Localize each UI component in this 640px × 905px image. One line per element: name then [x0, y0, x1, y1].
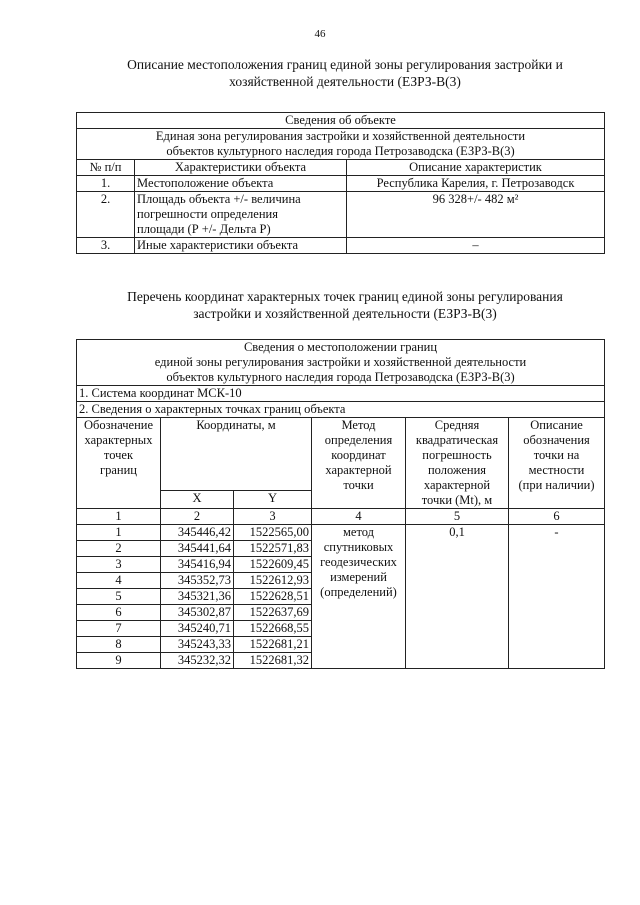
object-name-line: Единая зона регулирования застройки и хозяйственной деятельности — [155, 129, 526, 143]
column-header: Координаты, м — [161, 418, 312, 491]
characteristic-line: Площадь объекта +/- величина — [137, 192, 301, 206]
header-line: квадратическая — [415, 433, 499, 447]
row-number: 1. — [77, 176, 135, 192]
header-line: границ — [100, 463, 137, 477]
header-line: единой зоны регулирования застройки и хозяйственной деятельности — [154, 355, 527, 369]
point-y: 1522668,55 — [234, 621, 312, 637]
coordinates-table — [76, 339, 605, 669]
characteristic-value: – — [347, 238, 605, 254]
point-y: 1522681,32 — [234, 653, 312, 669]
method-cell — [312, 525, 406, 669]
heading-line: Перечень координат характерных точек границ единой зоны регулирования — [127, 289, 563, 304]
column-number: 1 — [77, 509, 161, 525]
method-line: измерений — [330, 570, 387, 584]
method-line: (определений) — [320, 585, 397, 599]
point-number: 2 — [77, 541, 161, 557]
object-name-line: объектов культурного наследия города Петрозаводска (ЕЗРЗ-В(3) — [166, 144, 515, 158]
column-number: 4 — [312, 509, 406, 525]
header-line: определения — [324, 433, 393, 447]
characteristic-value: 96 328+/- 482 м² — [347, 192, 605, 238]
column-header-x: X — [161, 491, 234, 509]
point-x: 345232,32 — [161, 653, 234, 669]
method-line: спутниковых — [323, 540, 394, 554]
point-x: 345321,36 — [161, 589, 234, 605]
header-line: объектов культурного наследия города Петрозаводска (ЕЗРЗ-В(3) — [166, 370, 515, 384]
point-y: 1522609,45 — [234, 557, 312, 573]
row-number: 3. — [77, 238, 135, 254]
header-line: местности — [528, 463, 585, 477]
table-row — [77, 176, 605, 192]
point-number: 6 — [77, 605, 161, 621]
point-number: 7 — [77, 621, 161, 637]
table-row — [77, 525, 605, 541]
method-line: метод — [342, 525, 374, 539]
heading-line: застройки и хозяйственной деятельности (ЕЗРЗ-В(3) — [193, 306, 497, 321]
column-header — [77, 418, 161, 509]
header-line: характерной — [325, 463, 392, 477]
header-line: точки — [343, 478, 374, 492]
point-x: 345302,87 — [161, 605, 234, 621]
column-number: 3 — [234, 509, 312, 525]
table-header — [77, 340, 605, 386]
header-line: Сведения о местоположении границ — [243, 340, 438, 354]
column-header — [312, 418, 406, 509]
header-line: координат — [331, 448, 386, 462]
page-number: 46 — [314, 28, 326, 40]
point-x: 345416,94 — [161, 557, 234, 573]
characteristic-line: площади (Р +/- Дельта Р) — [137, 222, 271, 236]
point-x: 345243,33 — [161, 637, 234, 653]
description-cell: - — [509, 525, 605, 669]
point-y: 1522612,93 — [234, 573, 312, 589]
column-number: 2 — [161, 509, 234, 525]
heading-line: хозяйственной деятельности (ЕЗРЗ-В(3) — [229, 74, 461, 89]
characteristic: Местоположение объекта — [135, 176, 347, 192]
point-x: 345441,64 — [161, 541, 234, 557]
characteristic-line: погрешности определения — [137, 207, 278, 221]
point-number: 5 — [77, 589, 161, 605]
point-x: 345446,42 — [161, 525, 234, 541]
point-y: 1522565,00 — [234, 525, 312, 541]
section-heading-coordinates — [80, 288, 610, 322]
row-number: 2. — [77, 192, 135, 238]
point-y: 1522637,69 — [234, 605, 312, 621]
header-line: погрешность — [422, 448, 492, 462]
header-line: Обозначение — [83, 418, 154, 432]
column-header: № п/п — [77, 160, 135, 176]
header-line: (при наличии) — [518, 478, 595, 492]
point-x: 345352,73 — [161, 573, 234, 589]
header-line: Метод — [341, 418, 376, 432]
point-number: 9 — [77, 653, 161, 669]
header-line: характерных — [84, 433, 153, 447]
coordinate-system: 1. Система координат МСК-10 — [77, 386, 605, 402]
point-number: 8 — [77, 637, 161, 653]
point-number: 3 — [77, 557, 161, 573]
object-name — [77, 129, 605, 160]
header-line: Описание — [530, 418, 583, 432]
column-header: Характеристики объекта — [135, 160, 347, 176]
heading-line: Описание местоположения границ единой зоны регулирования застройки и — [127, 57, 563, 72]
point-y: 1522681,21 — [234, 637, 312, 653]
column-header — [509, 418, 605, 509]
point-x: 345240,71 — [161, 621, 234, 637]
object-info-table — [76, 112, 605, 254]
header-line: обозначения — [523, 433, 590, 447]
header-line: точек — [103, 448, 134, 462]
column-number: 6 — [509, 509, 605, 525]
points-info: 2. Сведения о характерных точках границ объекта — [77, 402, 605, 418]
point-y: 1522571,83 — [234, 541, 312, 557]
column-header: Описание характеристик — [347, 160, 605, 176]
point-number: 4 — [77, 573, 161, 589]
header-line: положения — [427, 463, 487, 477]
header-line: Средняя — [434, 418, 480, 432]
section-heading-description — [80, 56, 610, 90]
column-header-y: Y — [234, 491, 312, 509]
point-number: 1 — [77, 525, 161, 541]
table-row — [77, 238, 605, 254]
point-y: 1522628,51 — [234, 589, 312, 605]
accuracy-cell: 0,1 — [406, 525, 509, 669]
characteristic — [135, 192, 347, 238]
column-header — [406, 418, 509, 509]
characteristic-value: Республика Карелия, г. Петрозаводск — [347, 176, 605, 192]
method-line: геодезических — [320, 555, 397, 569]
header-line: характерной — [423, 478, 491, 492]
header-line: точки на — [533, 448, 580, 462]
column-number: 5 — [406, 509, 509, 525]
header-line: точки (Mt), м — [421, 493, 493, 507]
table-row — [77, 192, 605, 238]
table-header: Сведения об объекте — [77, 113, 605, 129]
characteristic: Иные характеристики объекта — [135, 238, 347, 254]
